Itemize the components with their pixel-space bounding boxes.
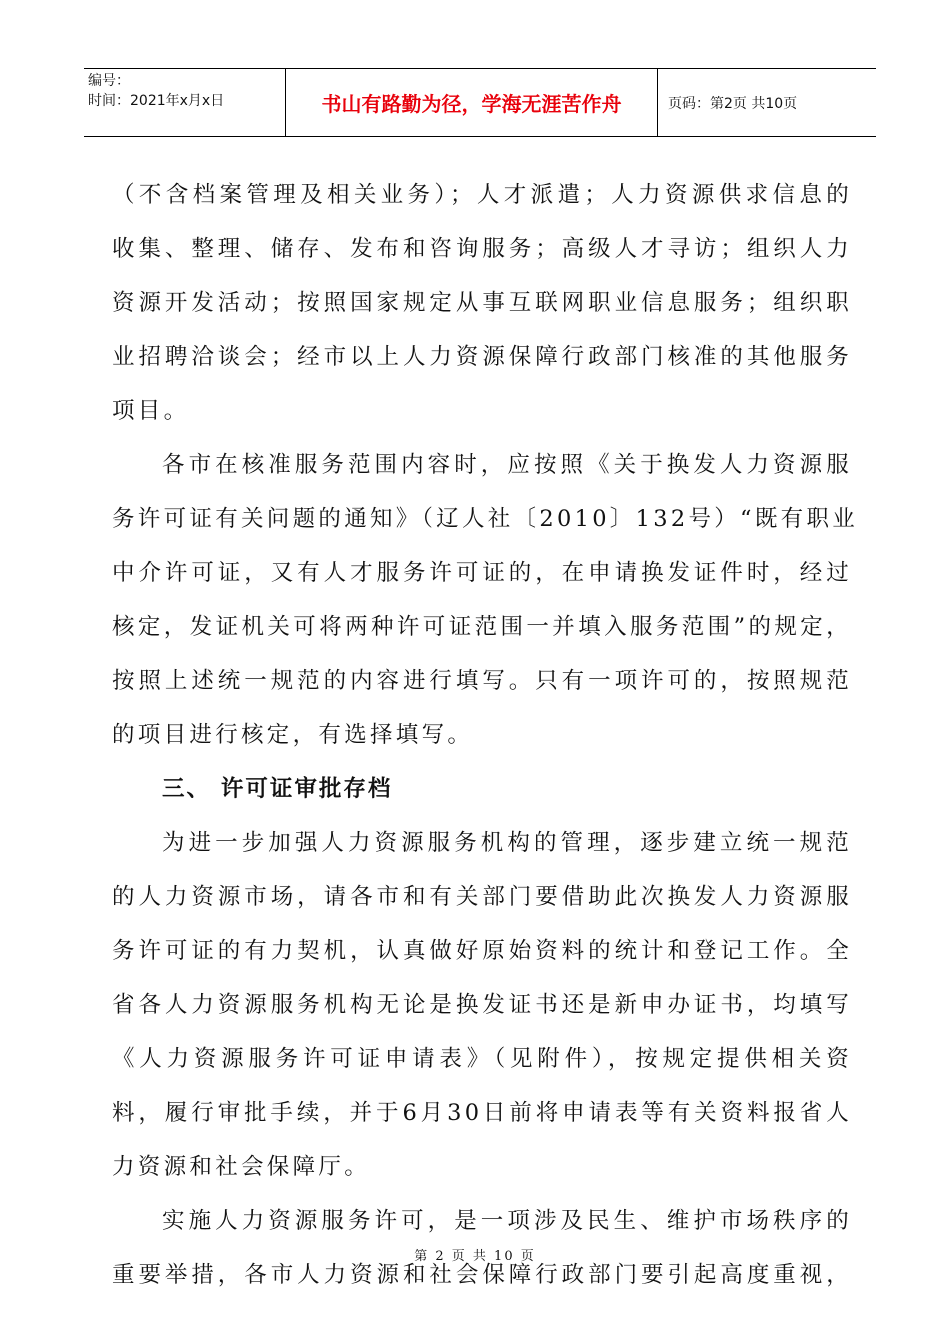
text-line: 力资源和社会保障厅。 [112,1154,371,1180]
page-header [84,68,876,137]
text-line: 中介许可证，又有人才服务许可证的，在申请换发证件时，经过 [112,560,852,586]
paragraph-3 [112,816,852,1194]
text-line: 《人力资源服务许可证申请表》（见附件），按规定提供相关资 [112,1046,852,1072]
text-line: 业招聘洽谈会；经市以上人力资源保障行政部门核准的其他服务 [112,344,852,370]
text-line: 项目。 [112,398,190,424]
text-line: 各市在核准服务范围内容时，应按照《关于换发人力资源服 [162,452,852,478]
text-line: 务许可证有关问题的通知》（辽人社〔2010〕132号）“既有职业 [112,506,859,532]
page-footer: 第 2 页 共 10 页 [414,1249,536,1264]
document-body [112,168,859,1302]
text-line: 资源开发活动；按照国家规定从事互联网职业信息服务；组织职 [112,290,852,316]
header-motto: 书山有路勤为径，学海无涯苦作舟 [286,69,658,136]
text-line: （不含档案管理及相关业务）；人才派遣；人力资源供求信息的 [112,182,852,208]
document-number-label: 编号： [88,73,130,89]
paragraph-1 [112,168,852,438]
text-line: 料，履行审批手续，并于6月30日前将申请表等有关资料报省人 [112,1100,852,1126]
text-line: 重要举措，各市人力资源和社会保障行政部门要引起高度重视， [112,1262,852,1288]
text-line: 的项目进行核定，有选择填写。 [112,722,474,748]
text-line: 务许可证的有力契机，认真做好原始资料的统计和登记工作。全 [112,938,852,964]
paragraph-2 [112,438,859,762]
text-line: 的人力资源市场，请各市和有关部门要借助此次换发人力资源服 [112,884,852,910]
text-line: 省各人力资源服务机构无论是换发证书还是新申办证书，均填写 [112,992,852,1018]
document-time-label: 时间：2021年x月x日 [88,93,225,109]
section-heading: 三、 许可证审批存档 [162,776,393,802]
text-line: 收集、整理、储存、发布和咨询服务；高级人才寻访；组织人力 [112,236,852,262]
header-meta [84,69,286,136]
text-line: 为进一步加强人力资源服务机构的管理，逐步建立统一规范 [162,830,852,856]
text-line: 核定，发证机关可将两种许可证范围一并填入服务范围”的规定， [112,614,852,640]
text-line: 实施人力资源服务许可，是一项涉及民生、维护市场秩序的 [162,1208,852,1234]
text-line: 按照上述统一规范的内容进行填写。只有一项许可的，按照规范 [112,668,852,694]
header-page-info: 页码：第2页 共10页 [668,95,798,112]
